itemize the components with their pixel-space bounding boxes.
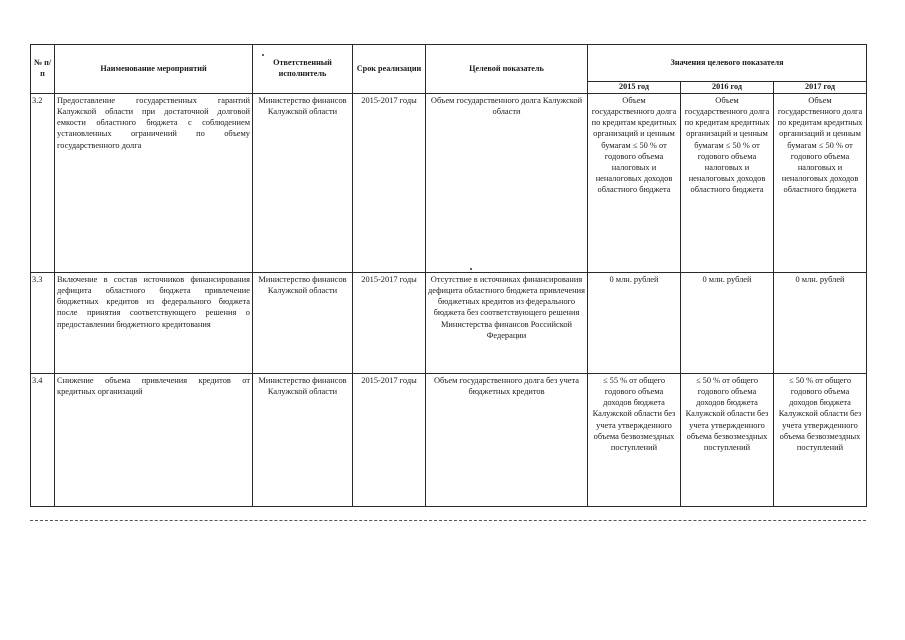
table-row xyxy=(31,93,867,272)
row-num: 3.2 xyxy=(31,93,55,272)
row-term: 2015-2017 годы xyxy=(353,93,426,272)
row-name: Предоставление государственных гарантий Калужской области при достаточной долговой емкости областного бюджета с соблюдением установленных ограничений по объему государственного долга xyxy=(55,93,253,272)
table-row xyxy=(31,373,867,506)
header-year-2017: 2017 год xyxy=(774,82,867,94)
row-indicator: Отсутствие в источниках финансирования дефицита областного бюджета привлечения бюджетных кредитов из федерального бюджета без соответствующего решения Министерства финансов Российской Федерации xyxy=(426,272,588,373)
row-indicator: Объем государственного долга Калужской области xyxy=(426,93,588,272)
row-value-2015: 0 млн. рублей xyxy=(588,272,681,373)
header-num: № п/п xyxy=(31,45,55,94)
row-term: 2015-2017 годы xyxy=(353,272,426,373)
row-value-2017: Объем государственного долга по кредитам кредитных организаций и ценным бумагам ≤ 50 % от годового объема налоговых и неналоговых доходов областного бюджета xyxy=(774,93,867,272)
table-row xyxy=(31,272,867,373)
row-name: Снижение объема привлечения кредитов от кредитных организаций xyxy=(55,373,253,506)
row-responsible: Министерство финансов Калужской области xyxy=(253,93,353,272)
row-value-2016: 0 млн. рублей xyxy=(681,272,774,373)
header-year-2016: 2016 год xyxy=(681,82,774,94)
row-responsible: Министерство финансов Калужской области xyxy=(253,272,353,373)
row-num: 3.3 xyxy=(31,272,55,373)
row-value-2017: ≤ 50 % от общего годового объема доходов бюджета Калужской области без учета утвержденного объема безвозмездных поступлений xyxy=(774,373,867,506)
row-value-2016: Объем государственного долга по кредитам кредитных организаций и ценным бумагам ≤ 50 % от годового объема налоговых и неналоговых доходов областного бюджета xyxy=(681,93,774,272)
header-name: Наименование мероприятий xyxy=(55,45,253,94)
scan-speck xyxy=(470,268,472,270)
row-value-2015: Объем государственного долга по кредитам кредитных организаций и ценным бумагам ≤ 50 % от годового объема налоговых и неналоговых доходов областного бюджета xyxy=(588,93,681,272)
row-value-2017: 0 млн. рублей xyxy=(774,272,867,373)
header-indicator: Целевой показатель xyxy=(426,45,588,94)
measures-table xyxy=(30,44,867,507)
scan-speck xyxy=(262,54,264,56)
row-responsible: Министерство финансов Калужской области xyxy=(253,373,353,506)
header-term: Срок реализации xyxy=(353,45,426,94)
row-indicator: Объем государственного долга без учета бюджетных кредитов xyxy=(426,373,588,506)
header-responsible: Ответственный исполнитель xyxy=(253,45,353,94)
row-name: Включение в состав источников финансирования дефицита областного бюджета привлечение бюджетных кредитов из федерального бюджета после принятия соответствующего решения о предоставлении бюджетного кредитования xyxy=(55,272,253,373)
header-values: Значения целевого показателя xyxy=(588,45,867,82)
scan-bottom-edge xyxy=(30,520,866,521)
header-year-2015: 2015 год xyxy=(588,82,681,94)
table-header-row xyxy=(31,45,867,82)
row-term: 2015-2017 годы xyxy=(353,373,426,506)
row-value-2016: ≤ 50 % от общего годового объема доходов бюджета Калужской области без учета утвержденного объема безвозмездных поступлений xyxy=(681,373,774,506)
row-num: 3.4 xyxy=(31,373,55,506)
row-value-2015: ≤ 55 % от общего годового объема доходов бюджета Калужской области без учета утвержденного объема безвозмездных поступлений xyxy=(588,373,681,506)
